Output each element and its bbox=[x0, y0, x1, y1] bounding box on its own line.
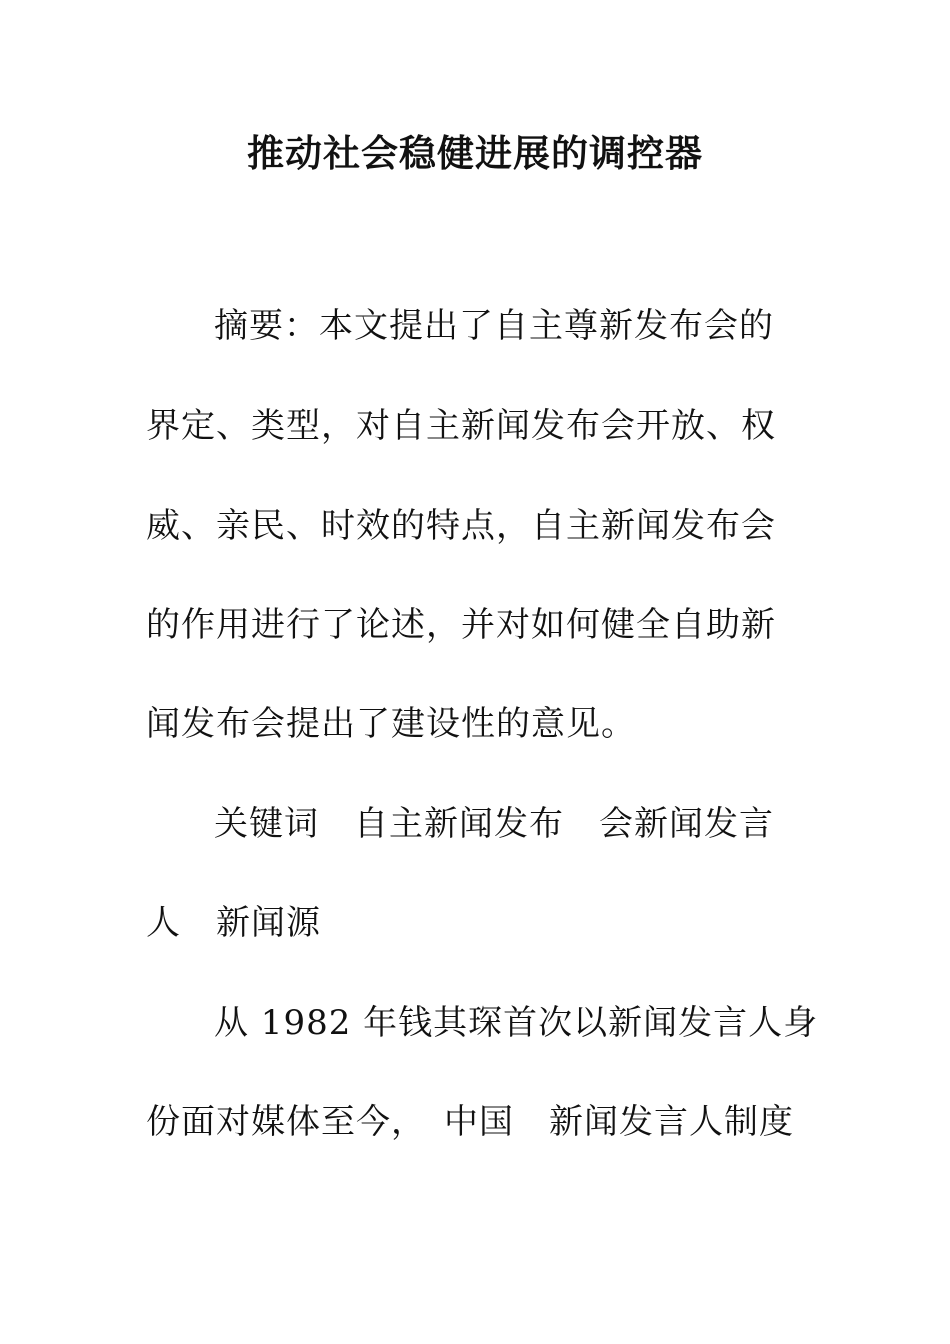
keywords-line-1: 关键词 自主新闻发布 会新闻发言 bbox=[214, 804, 774, 844]
abstract-line-2: 界定、类型，对自主新闻发布会开放、权 bbox=[146, 406, 776, 446]
abstract-line-5: 闻发布会提出了建设性的意见。 bbox=[146, 704, 636, 744]
abstract-line-3: 威、亲民、时效的特点，自主新闻发布会 bbox=[146, 506, 776, 546]
body-line-2: 份面对媒体至今， 中国 新闻发言人制度 bbox=[146, 1102, 794, 1142]
body-line-1: 从 1982 年钱其琛首次以新闻发言人身 bbox=[214, 1003, 819, 1043]
keywords-line-2: 人 新闻源 bbox=[146, 903, 321, 943]
abstract-line-1: 摘要：本文提出了自主尊新发布会的 bbox=[214, 306, 774, 346]
document-title: 推动社会稳健进展的调控器 bbox=[247, 132, 703, 175]
abstract-line-4: 的作用进行了论述，并对如何健全自助新 bbox=[146, 605, 776, 645]
